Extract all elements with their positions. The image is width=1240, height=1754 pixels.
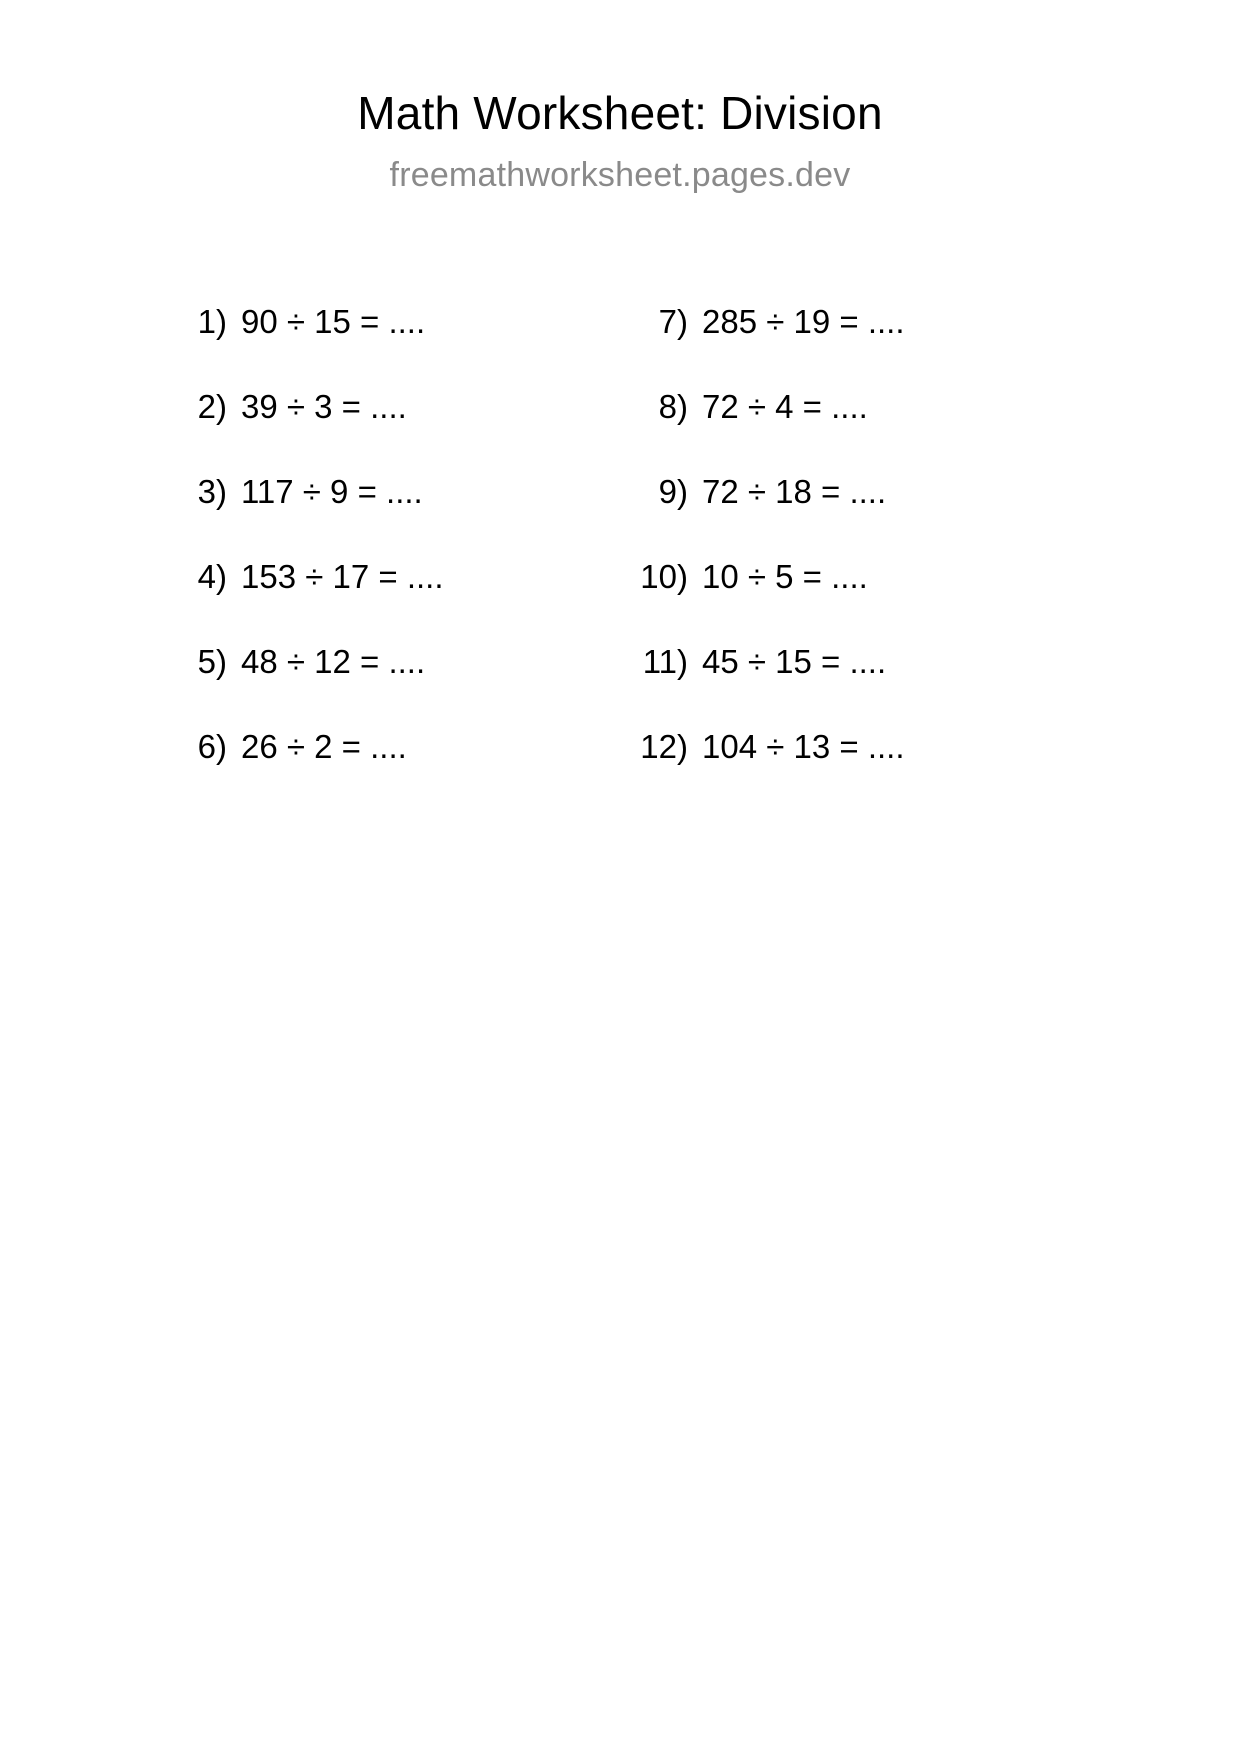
problem-column-left [175,305,620,815]
problem-number: 6) [197,728,227,765]
problem-item [620,560,1070,645]
problem-number: 9) [658,473,688,510]
problem-expression: 10 ÷ 5 = .... [702,558,868,595]
problem-item [175,475,620,560]
problem-expression: 26 ÷ 2 = .... [241,728,407,765]
problem-item [175,305,620,390]
problem-item [620,390,1070,475]
problem-number: 4) [197,558,227,595]
problem-expression: 72 ÷ 18 = .... [702,473,887,510]
problem-item [620,475,1070,560]
problem-number: 7) [658,303,688,340]
problem-number: 8) [658,388,688,425]
problem-item [175,730,620,815]
problem-expression: 285 ÷ 19 = .... [702,303,905,340]
problem-expression: 153 ÷ 17 = .... [241,558,444,595]
problem-item [620,645,1070,730]
problem-number: 5) [197,643,227,680]
problem-number: 11) [642,643,688,680]
problem-expression: 90 ÷ 15 = .... [241,303,426,340]
problem-expression: 39 ÷ 3 = .... [241,388,407,425]
problem-number: 2) [197,388,227,425]
problem-column-right [620,305,1070,815]
problem-expression: 104 ÷ 13 = .... [702,728,905,765]
page-title: Math Worksheet: Division [357,87,883,139]
problem-number: 12) [640,728,688,765]
problem-item [175,645,620,730]
problem-number: 3) [197,473,227,510]
problem-item [175,390,620,475]
problem-expression: 117 ÷ 9 = .... [241,473,423,510]
problem-expression: 48 ÷ 12 = .... [241,643,426,680]
problem-expression: 45 ÷ 15 = .... [702,643,887,680]
problem-number: 10) [640,558,688,595]
problem-item [620,305,1070,390]
problem-item [620,730,1070,815]
page-subtitle: freemathworksheet.pages.dev [389,156,851,194]
problem-number: 1) [197,303,227,340]
problem-item [175,560,620,645]
problem-expression: 72 ÷ 4 = .... [702,388,868,425]
problem-columns [0,305,1240,815]
